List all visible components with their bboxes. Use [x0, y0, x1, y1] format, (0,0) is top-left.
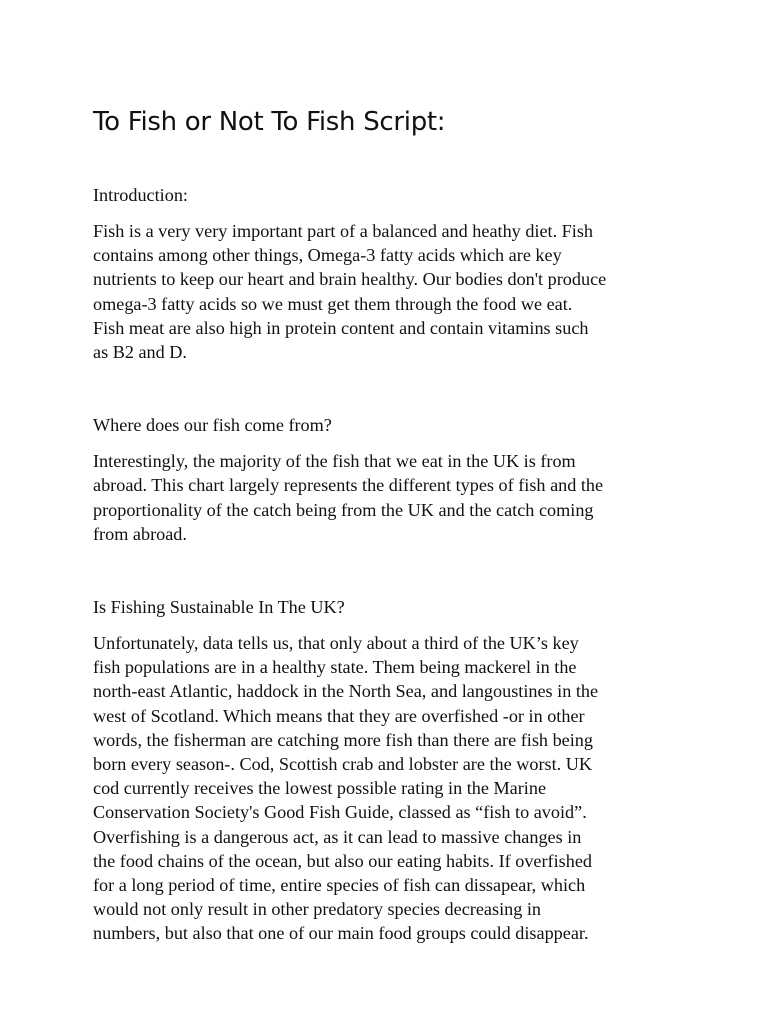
- document-title: To Fish or Not To Fish Script:: [93, 107, 446, 137]
- section-heading: Is Fishing Sustainable In The UK?: [93, 597, 345, 618]
- section-body: Fish is a very very important part of a balanced and heathy diet. Fish contains among other things, Omega-3 fatty acids which are key nutrients to keep our heart and brain healthy. Our bodies don't produce omega-3 fatty acids so we must get them through the food we eat. Fish meat are also high in protein content and contain vitamins such as B2 and D.: [93, 221, 607, 363]
- section-body: Interestingly, the majority of the fish that we eat in the UK is from abroad. This chart largely represents the different types of fish and the proportionality of the catch being from the UK and the catch coming from abroad.: [93, 451, 604, 544]
- section-body: Unfortunately, data tells us, that only about a third of the UK’s key fish populations are in a healthy state. Them being mackerel in the north-east Atlantic, haddock in the North Sea, and langoustines in the west of Scotland. Which means that they are overfished -or in other words, the fisherman are catching more fish than there are fish being born every season-. Cod, Scottish crab and lobster are the worst. UK cod currently receives the lowest possible rating in the Marine Conservation Society's Good Fish Guide, classed as “fish to avoid”. Overfishing is a dangerous act, as it can lead to massive changes in the food chains of the ocean, but also our eating habits. If overfished for a long period of time, entire species of fish can dissapear, which would not only result in other predatory species decreasing in numbers, but also that one of our main food groups could disappear.: [93, 633, 599, 944]
- section-heading: Introduction:: [93, 185, 188, 205]
- section-introduction: [93, 183, 693, 364]
- document-content: [93, 104, 693, 946]
- section-heading: Where does our fish come from?: [93, 415, 332, 436]
- section-fish-origin: [93, 413, 693, 546]
- section-sustainability: [93, 595, 693, 946]
